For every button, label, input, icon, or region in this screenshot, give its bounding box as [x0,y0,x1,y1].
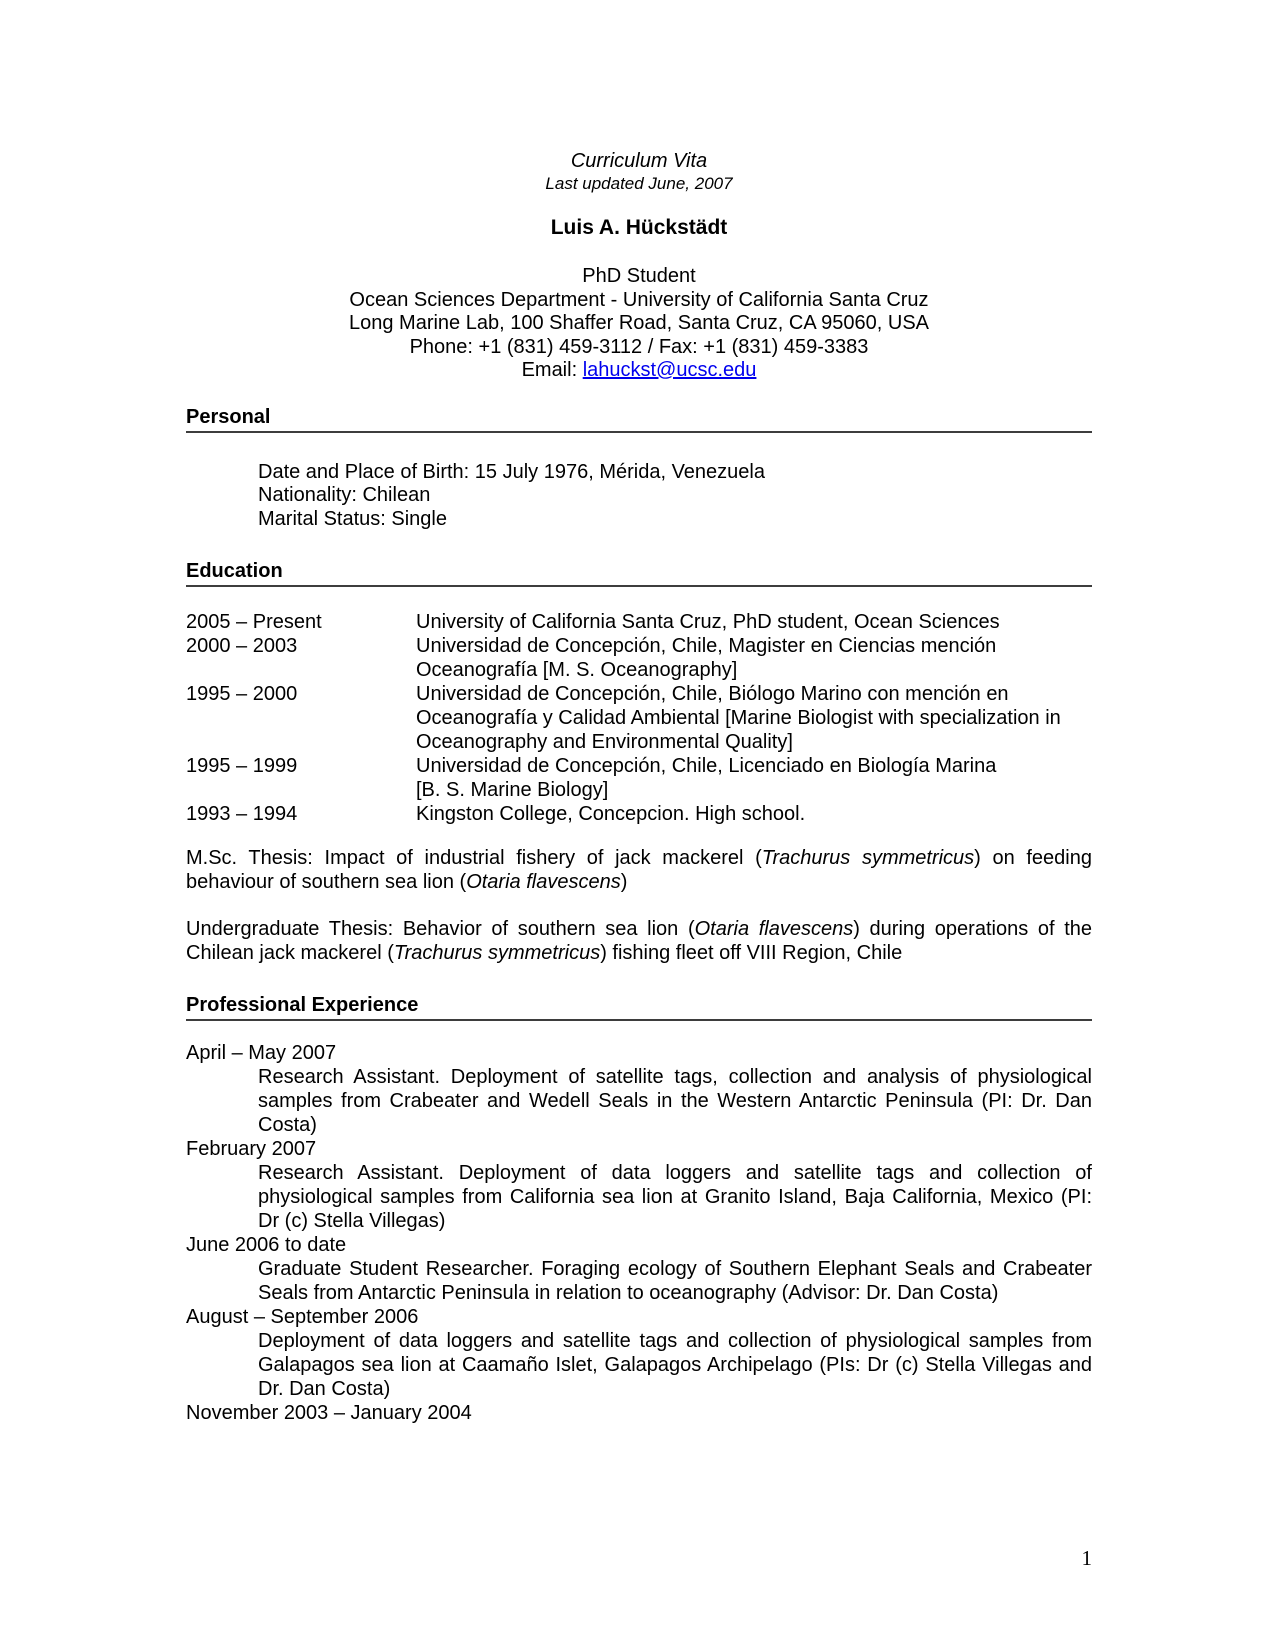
education-period: 1993 – 1994 [186,803,298,825]
experience-period: February 2007 [186,1138,317,1160]
education-entry [186,610,1092,634]
education-description: Universidad de Concepción, Chile, Biólogo Marino con mención en Oceanografía y Calidad Ambiental [Marine Biologist with specialization in Oceanography and Environmental Quality] [416,683,1061,753]
education-entry [186,754,1092,802]
experience-period: April – May 2007 [186,1042,337,1064]
education-entry [186,634,1092,682]
contact-block [186,265,1092,383]
person-name: Luis A. Hückstädt [550,216,728,239]
contact-line: Phone: +1 (831) 459-3112 / Fax: +1 (831) 459-3383 [409,335,869,358]
thesis-paragraph: Undergraduate Thesis: Behavior of southern sea lion (Otaria flavescens) during operations of the Chilean jack mackerel (Trachurus symmetricus) fishing fleet off VIII Region, Chile [186,918,1092,964]
experience-description: Research Assistant. Deployment of satellite tags, collection and analysis of physiological samples from Crabeater and Wedell Seals in the Western Antarctic Peninsula (PI: Dr. Dan Costa) [258,1066,1092,1136]
education-description: Universidad de Concepción, Chile, Licenciado en Biología Marina [B. S. Marine Biology] [416,755,997,801]
education-table [186,610,1092,826]
section-heading-personal: Personal [186,407,1092,433]
education-description: University of California Santa Cruz, PhD student, Ocean Sciences [416,611,1000,633]
contact-line: Ocean Sciences Department - University of California Santa Cruz [349,288,929,311]
experience-period: June 2006 to date [186,1234,347,1256]
email-link[interactable]: lahuckst@ucsc.edu [582,359,757,381]
thesis-paragraph: M.Sc. Thesis: Impact of industrial fishery of jack mackerel (Trachurus symmetricus) on feeding behaviour of southern sea lion (Otaria flavescens) [186,847,1092,893]
contact-line: Long Marine Lab, 100 Shaffer Road, Santa Cruz, CA 95060, USA [349,312,929,334]
personal-detail-line: Marital Status: Single [258,507,447,530]
experience-description: Graduate Student Researcher. Foraging ecology of Southern Elephant Seals and Crabeater Seals from Antarctic Peninsula in relation to oceanography (Advisor: Dr. Dan Costa) [258,1258,1092,1304]
personal-detail-line: Date and Place of Birth: 15 July 1976, Mérida, Venezuela [258,460,765,483]
section-heading-education: Education [186,561,1092,587]
experience-period: November 2003 – January 2004 [186,1402,472,1424]
experience-entry [186,1233,1092,1305]
doc-subtitle: Last updated June, 2007 [545,174,733,193]
experience-description: Research Assistant. Deployment of data loggers and satellite tags and collection of physiological samples from California sea lion at Granito Island, Baja California, Mexico (PI: Dr (c) Stella Villegas) [258,1162,1092,1232]
personal-detail-line: Nationality: Chilean [258,484,431,506]
education-period: 2005 – Present [186,611,322,633]
experience-entry [186,1305,1092,1401]
role-line: PhD Student [582,265,696,287]
education-period: 1995 – 1999 [186,755,298,777]
cv-content [186,0,1092,1425]
education-description: Kingston College, Concepcion. High school. [416,803,806,825]
section-heading-experience: Professional Experience [186,995,1092,1021]
experience-description: Deployment of data loggers and satellite tags and collection of physiological samples from Galapagos sea lion at Caamaño Islet, Galapagos Archipelago (PIs: Dr (c) Stella Villegas and Dr. Dan Costa) [258,1330,1092,1400]
personal-details [186,461,1092,532]
page-number: 1 [1081,1546,1092,1570]
experience-list [186,1041,1092,1425]
experience-entry [186,1401,1092,1425]
doc-title: Curriculum Vita [570,150,708,172]
experience-period: August – September 2006 [186,1306,419,1328]
education-entry [186,802,1092,826]
experience-entry [186,1137,1092,1233]
email-line [186,359,1092,383]
education-period: 2000 – 2003 [186,635,298,657]
email-label: Email: [521,359,583,381]
education-period: 1995 – 2000 [186,683,298,705]
education-entry [186,682,1092,754]
education-description: Universidad de Concepción, Chile, Magister en Ciencias mención Oceanografía [M. S. Oceanography] [416,635,997,681]
experience-entry [186,1041,1092,1137]
